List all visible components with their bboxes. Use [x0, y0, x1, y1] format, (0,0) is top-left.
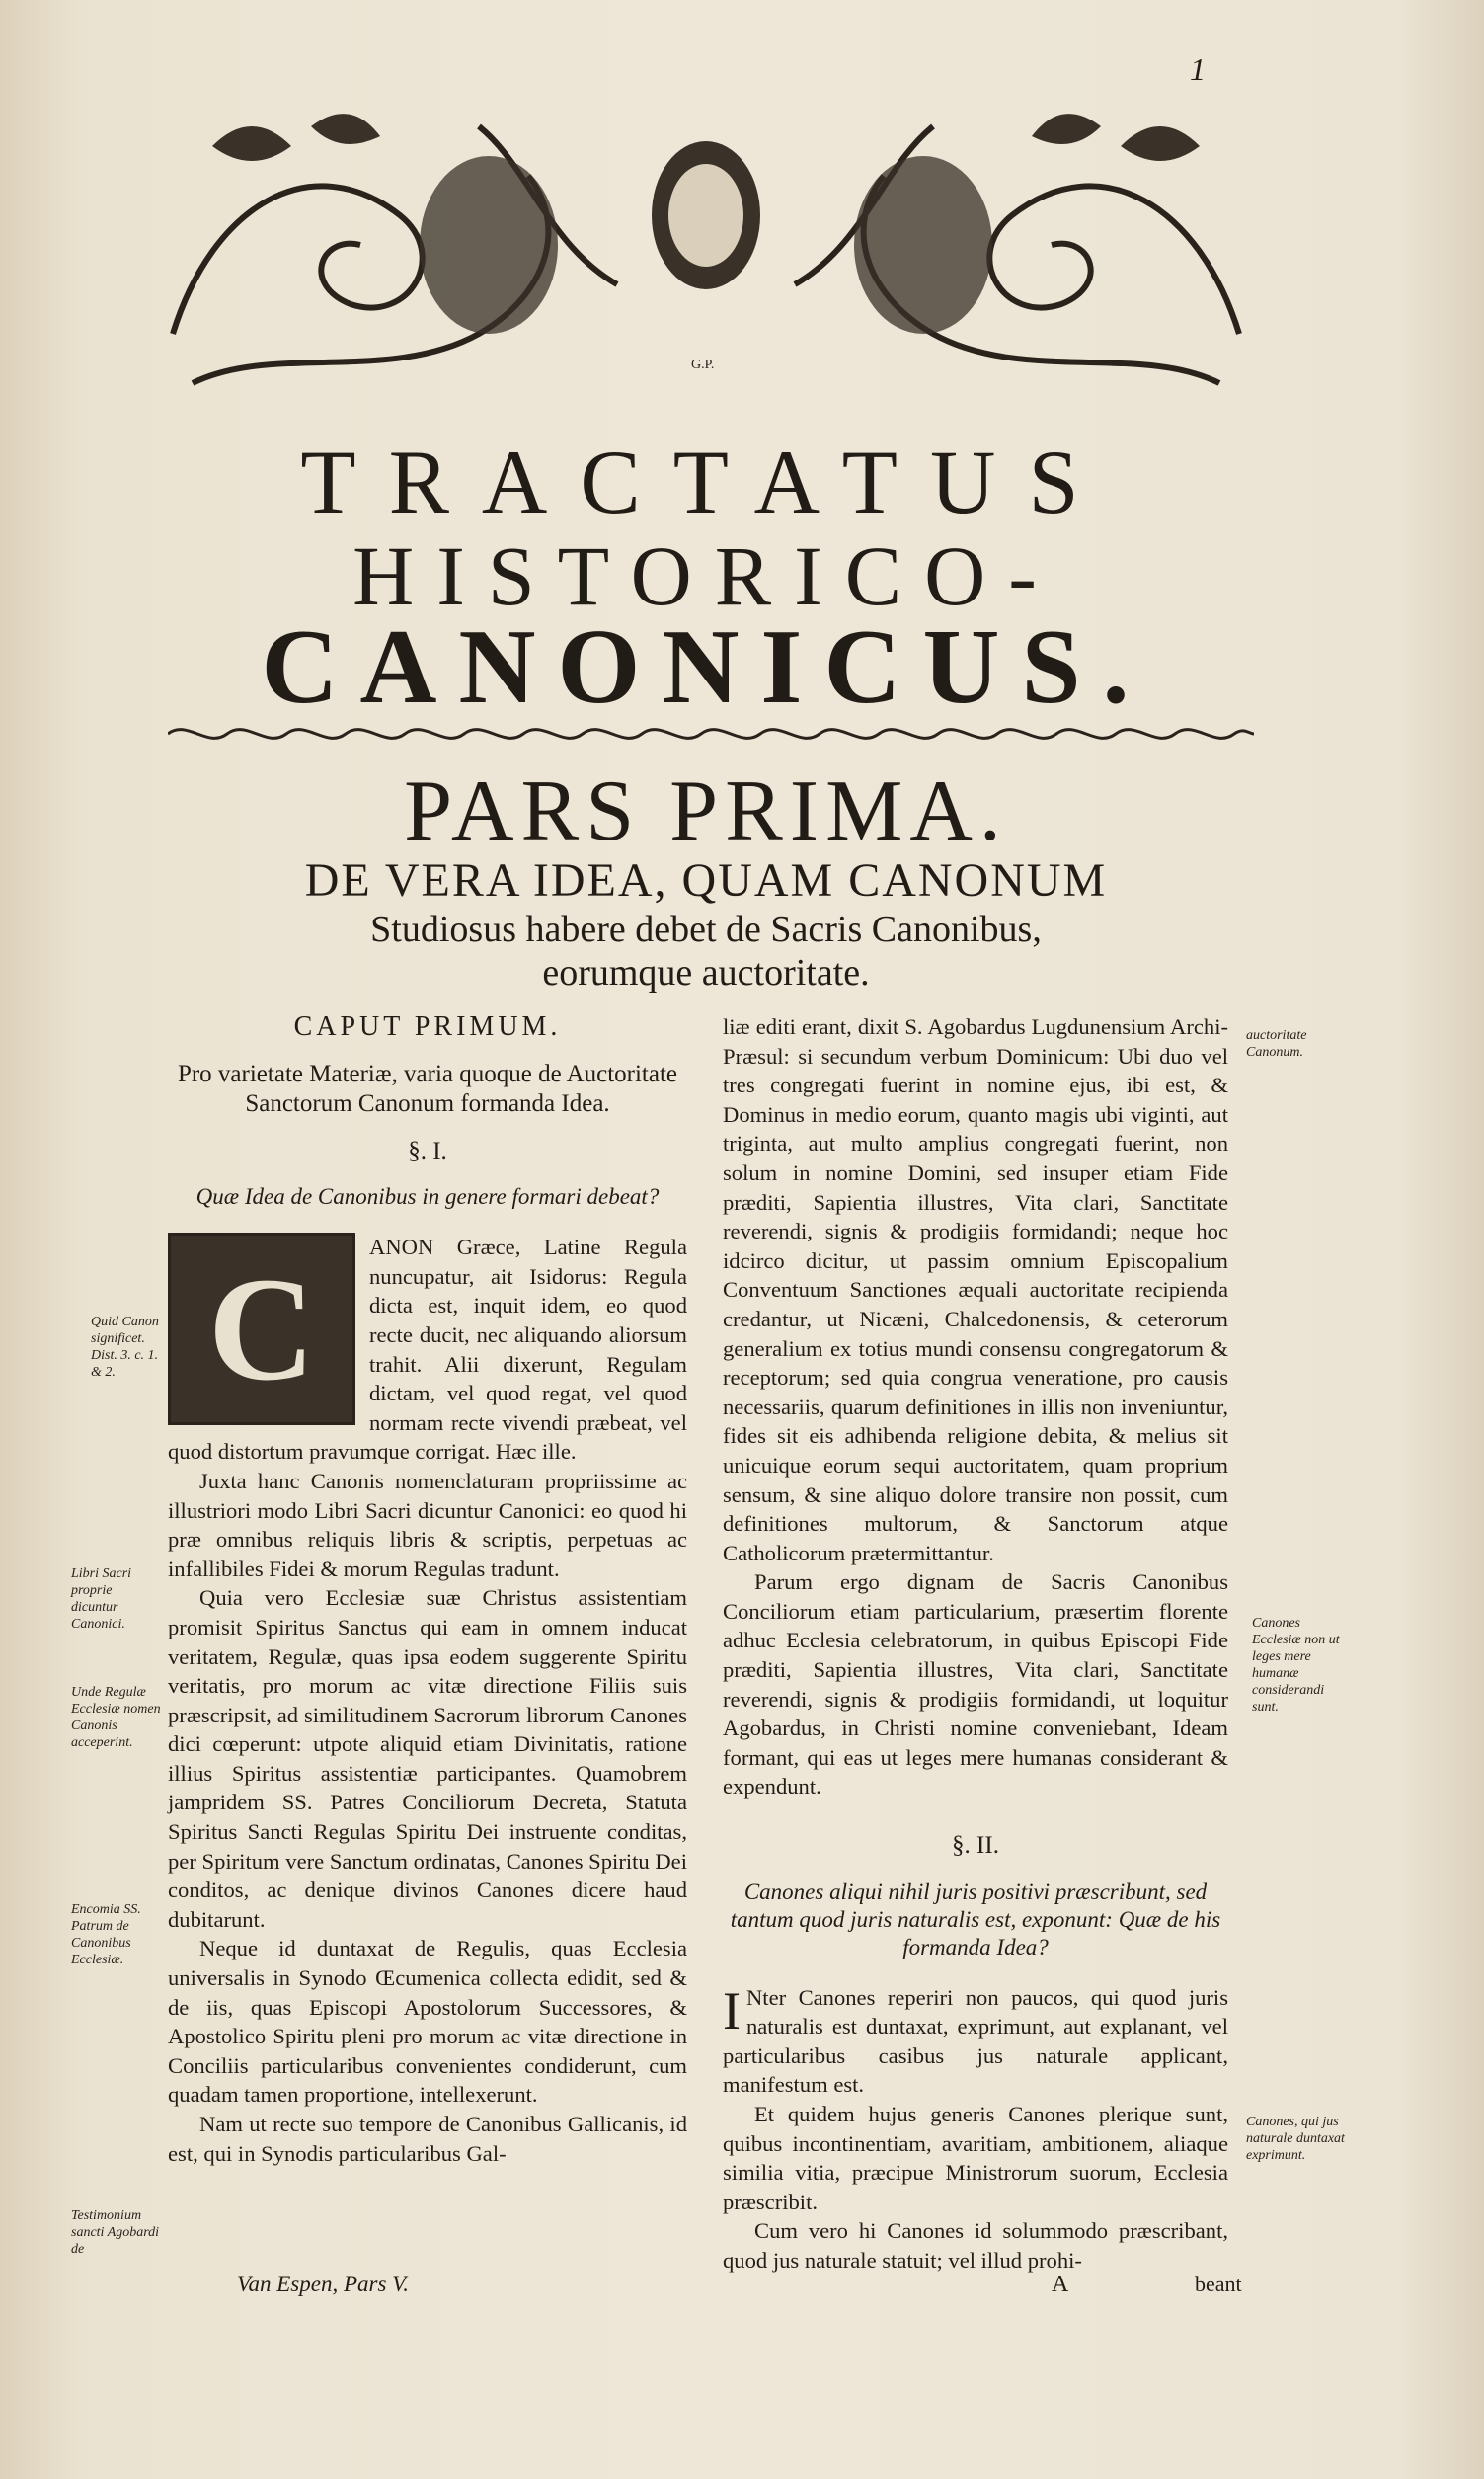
caput-heading: CAPUT PRIMUM. [293, 1011, 562, 1042]
initial-letter: I [723, 1980, 741, 2040]
margin-note: Quid Canon significet. Dist. 3. c. 1. & 2. [91, 1315, 159, 1380]
title-line-1: TRACTATUS [300, 432, 1112, 532]
subtitle-2: Studiosus habere debet de Sacris Canonibus, [370, 909, 1042, 950]
page-number: 1 [1190, 51, 1206, 87]
margin-note: auctoritate Canonum. [1246, 1028, 1307, 1060]
caput-subtitle: Pro varietate Materiæ, varia quoque de Auctoritate Sanctorum Canonum formanda Idea. [177, 1060, 678, 1117]
subtitle-1: DE VERA IDEA, QUAM CANONUM [304, 854, 1108, 907]
paragraph: Cum vero hi Canones id solummodo præscribant, quod jus naturale statuit; vel illud prohi- [723, 2218, 1228, 2273]
running-footer: Van Espen, Pars V. [237, 2272, 409, 2296]
margin-note: Canones, qui jus naturale duntaxat exprimunt. [1246, 2115, 1345, 2163]
left-column [168, 1012, 687, 2168]
part-heading: PARS PRIMA. [404, 763, 1008, 859]
section-2-question: Canones aliqui nihil juris positivi præscribunt, sed tantum quod juris naturalis est, exponunt: Quæ de his formanda Idea? [730, 1879, 1221, 1959]
engraved-headpiece [153, 87, 1259, 403]
ornament-rule [168, 719, 1254, 749]
section-1-heading: §. I. [408, 1137, 447, 1164]
title-line-3: CANONICUS. [261, 608, 1151, 726]
margin-note: Unde Regulæ Ecclesiæ nomen Canonis acceperint. [71, 1685, 161, 1750]
paragraph: Neque id duntaxat de Regulis, quas Ecclesia universalis in Synodo Œcumenica collecta edidit, sed & de iis, quas Episcopi Apostolorum Successores, & Apostolico Spiritu pleni pro morum ac vitæ directione in Conciliis particularibus convenientes condiderunt, cum quadam tamen proportione, intellexerunt. [168, 1936, 687, 2108]
section-1-question: Quæ Idea de Canonibus in genere formari debeat? [195, 1184, 660, 1210]
paragraph [168, 1233, 687, 1467]
headpiece-monogram: G.P. [691, 358, 715, 372]
section-2-heading: §. II. [952, 1832, 999, 1860]
paragraph: Et quidem hujus generis Canones plerique sunt, quibus incontinentiam, avaritiam, ambitionem, aliaque similia vitia, præcipue Ministrorum suorum, Ecclesia præscribit. [723, 2102, 1228, 2214]
paragraph [723, 1980, 1228, 2100]
paragraph: Quia vero Ecclesiæ suæ Christus assistentiam promisit Spiritus Sanctus qui eam in omnem inducat veritatem, Regulæ, quas ipsa eodem suggerente Spiritu veritatis, pro morum ac vitæ directione Filiis suis præscripsit, ad similitudinem Sacrorum librorum Canones dici cœperunt: utpote aliquid etiam Divinitatis, ratione illius Spiritus assistentiæ participantes. Quamobrem jampridem SS. Patres Conciliorum Decreta, Statuta Spiritus Sancti Regulas Spiritu Dei instruente conditas, per Spiritum vere Sanctum ordinatas, Canones Spiritu Dei conditos, ac denique divinos Canones dicere haud dubitarunt. [168, 1585, 687, 1932]
paragraph: Nam ut recte suo tempore de Canonibus Gallicanis, id est, qui in Synodis particularibus Gal- [168, 2112, 687, 2166]
margin-note: Encomia SS. Patrum de Canonibus Ecclesiæ. [71, 1902, 141, 1967]
paragraph-text: Nter Canones reperiri non paucos, qui quod juris naturalis est duntaxat, exprimunt, aut explanant, vel particularibus casibus jus naturale applicant, manifestum est. [723, 1984, 1228, 2098]
right-column [723, 1012, 1228, 2276]
catchword: beant [1195, 2272, 1242, 2296]
margin-note: Canones Ecclesiæ non ut leges mere humanæ considerandi sunt. [1252, 1616, 1340, 1715]
title-line-2: HISTORICO- [352, 528, 1059, 623]
paragraph: liæ editi erant, dixit S. Agobardus Lugdunensium Archi-Præsul: si secundum verbum Dominicum: Ubi duo vel tres congregati fuerint in nomine ejus, ibi est, & Dominus in medio eorum, quanto magis ubi viginti, aut triginta, aut multo amplius congregati fuerint, non solum in nomine Domini, sed insuper etiam Fide præditi, Sapientia illustres, Vita clari, Sanctitate reverendi, signis & prodigiis formidandi; neque hoc idcirco dicitur, ut passim omnium Episcopalium Conventuum Sanctiones æquali auctoritate recipienda credantur, ut Nicæni, Chalcedonensis, & ceterorum generalium ex totius mundi consensu congregatorum & receptorum; sed quia congrua veneratione, pro causis necessariis, quarum definitiones in illis non inveniuntur, fides sit eis adhibenda religione debita, & melius sit unicuique eorum sequi auctoritatem, quam proprium sensum, & sine aliquo dolore transire non possit, cum definitiones multorum, & Sanctorum atque Catholicorum prætermittantur. [723, 1014, 1228, 1565]
signature-mark: A [1052, 2272, 1069, 2297]
decorated-initial: C [168, 1233, 355, 1425]
paragraph: Juxta hanc Canonis nomenclaturam propriissime ac illustriori modo Libri Sacri dicuntur Canonici: eo quod hi præ omnibus reliquis libris & scriptis, perpetuas ac infallibiles Fidei & morum Regulas tradunt. [168, 1468, 687, 1581]
margin-note: Testimonium sancti Agobardi de [71, 2208, 160, 2257]
margin-note: Libri Sacri proprie dicuntur Canonici. [71, 1566, 132, 1632]
subtitle-3: eorumque auctoritate. [542, 952, 870, 994]
paragraph: Parum ergo dignam de Sacris Canonibus Conciliorum etiam particularium, præsertim florente adhuc Ecclesia celebratorum, in quibus Episcopi Fide præditi, Sapientia illustres, Vita clari, Sanctitate reverendi, signis & prodigiis formidandi, ut loquitur Agobardus, in Christi nomine conveniebant, Ideam formant, qui eas ut leges mere humanas considerant & expendunt. [723, 1569, 1228, 1799]
paragraph-text: ANON Græce, Latine Regula nuncupatur, ait Isidorus: Regula dicta est, inquit idem, eo quod recte ducit, nec aliquando aliorsum trahit. Alii dixerunt, Regulam dictam, vel quod regat, vel quod normam recte vivendi præbeat, vel quod distortum pravumque corrigat. Hæc ille. [168, 1235, 687, 1465]
